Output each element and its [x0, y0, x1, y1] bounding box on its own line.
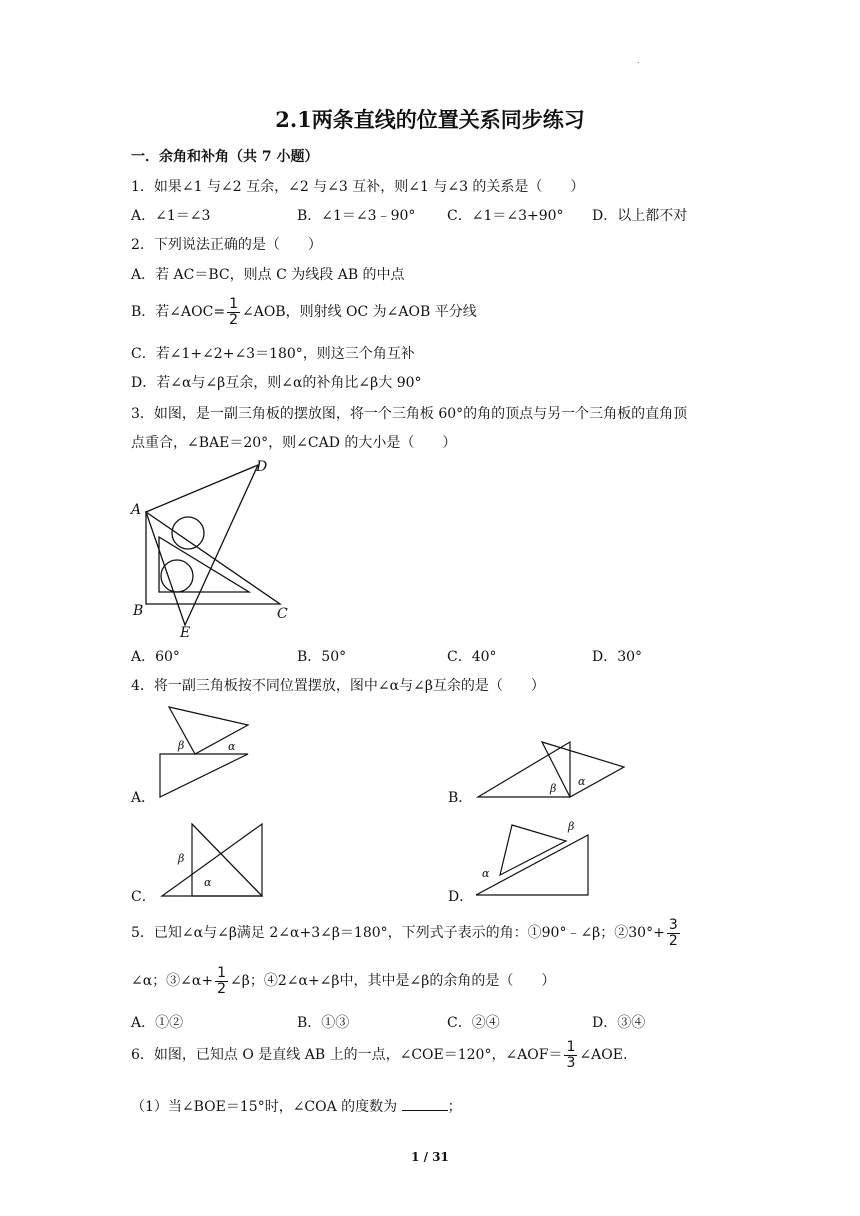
- q5-line1-text: 5．已知∠α与∠β满足 2∠α+3∠β＝180°，下列式子表示的角：①90°﹣∠β；②30°+: [131, 925, 665, 941]
- q4-option-b-label: B．: [448, 790, 473, 806]
- q4-option-c-label: C．: [131, 889, 156, 905]
- q3-option-a: A．60°: [131, 649, 180, 665]
- fraction-numerator: 3: [668, 916, 678, 933]
- q4-figure-d: [470, 815, 600, 900]
- fraction-denominator: 2: [668, 932, 678, 949]
- q2-stem: 2．下列说法正确的是（ ）: [131, 237, 322, 253]
- q4-figure-a: [155, 700, 255, 800]
- q5-fraction-2: [215, 966, 228, 997]
- q4c-alpha: α: [204, 876, 212, 889]
- q5-option-d: D．③④: [592, 1015, 646, 1031]
- header-mark: .: [637, 56, 640, 65]
- q6-answer-blank[interactable]: [402, 1096, 448, 1111]
- label-d: D: [256, 459, 268, 475]
- q4c-beta: β: [178, 852, 185, 865]
- q6-sub1-post: ；: [447, 1099, 462, 1115]
- triangle-ade: [146, 465, 258, 625]
- q4a-alpha: α: [228, 740, 236, 753]
- q4-option-d-label: D．: [448, 889, 474, 905]
- q3-option-b: B．50°: [297, 649, 347, 665]
- page-title: 2.1两条直线的位置关系同步练习: [275, 107, 585, 132]
- q1-option-b: B．∠1＝∠3﹣90°: [297, 208, 416, 224]
- q4d-alpha: α: [482, 867, 490, 880]
- q5-line2-pre: ∠α；③∠α+: [131, 973, 214, 989]
- q5-option-c: C．②④: [447, 1015, 500, 1031]
- q6-stem-pre: 6．如图，已知点 O 是直线 AB 上的一点，∠COE＝120°，∠AOF＝: [131, 1047, 563, 1063]
- q3-figure: [125, 455, 305, 645]
- label-a: A: [131, 502, 142, 518]
- q4-figure-c: [160, 822, 270, 902]
- q4d-beta: β: [568, 820, 575, 833]
- q3-stem-line1: 3．如图，是一副三角板的摆放图，将一个三角板 60°的角的顶点与另一个三角板的直角顶: [131, 406, 688, 422]
- q4b-alpha: α: [578, 775, 586, 788]
- q6-fraction: [564, 1040, 577, 1071]
- q6-stem-post: ∠AOE.: [579, 1047, 628, 1063]
- q2-option-d: D．若∠α与∠β互余，则∠α的补角比∠β大 90°: [131, 375, 422, 391]
- q2-option-a: A．若 AC＝BC，则点 C 为线段 AB 的中点: [131, 267, 405, 283]
- q3-option-d: D．30°: [592, 649, 643, 665]
- triangle-abc: [146, 512, 280, 604]
- q6-sub1-pre: （1）当∠BOE＝15°时，∠COA 的度数为: [131, 1099, 398, 1115]
- q1-option-a: A．∠1＝∠3: [131, 208, 211, 224]
- fraction-denominator: 3: [566, 1054, 576, 1071]
- q1-option-d: D．以上都不对: [592, 208, 688, 224]
- label-c: C: [277, 606, 288, 622]
- q4-option-a-label: A．: [131, 790, 156, 806]
- fraction-numerator: 1: [217, 964, 227, 981]
- q5-line1: [131, 916, 682, 950]
- page-number: 1 / 31: [411, 1150, 449, 1164]
- q4-stem: 4．将一副三角板按不同位置摆放，图中∠α与∠β互余的是（ ）: [131, 678, 545, 694]
- label-b: B: [133, 603, 144, 619]
- q6-stem: [131, 1038, 627, 1072]
- fraction-numerator: 1: [566, 1038, 576, 1055]
- q5-option-b: B．①③: [297, 1015, 350, 1031]
- q3-option-c: C．40°: [447, 649, 497, 665]
- q4b-beta: β: [550, 782, 557, 795]
- fraction-denominator: 2: [217, 980, 227, 997]
- q2-option-b: [131, 295, 477, 329]
- q3-stem-line2: 点重合，∠BAE＝20°，则∠CAD 的大小是（ ）: [131, 435, 457, 451]
- section-heading: 一．余角和补角（共 7 小题）: [131, 149, 319, 165]
- fraction-numerator: 1: [229, 295, 238, 312]
- q2-fraction: [227, 297, 240, 328]
- q1-option-c: C．∠1＝∠3+90°: [447, 208, 564, 224]
- q2-option-c: C．若∠1+∠2+∠3＝180°，则这三个角互补: [131, 346, 415, 362]
- q5-line2-post: ∠β；④2∠α+∠β中，其中是∠β的余角的是（ ）: [230, 973, 556, 989]
- q4-figure-b: [470, 737, 630, 802]
- q2-option-b-post: ∠AOB，则射线 OC 为∠AOB 平分线: [241, 304, 477, 320]
- q5-fraction-1: [667, 918, 680, 949]
- label-e: E: [180, 625, 191, 641]
- q5-option-a: A．①②: [131, 1015, 184, 1031]
- q4a-beta: β: [178, 739, 185, 752]
- fraction-denominator: 2: [229, 311, 238, 328]
- hole-circle-bottom: [161, 560, 193, 592]
- q6-sub1: [131, 1096, 462, 1116]
- q2-option-b-pre: B．若∠AOC=: [131, 304, 226, 320]
- q1-stem: 1．如果∠1 与∠2 互余，∠2 与∠3 互补，则∠1 与∠3 的关系是（ ）: [131, 179, 585, 195]
- q5-line2: [131, 964, 555, 998]
